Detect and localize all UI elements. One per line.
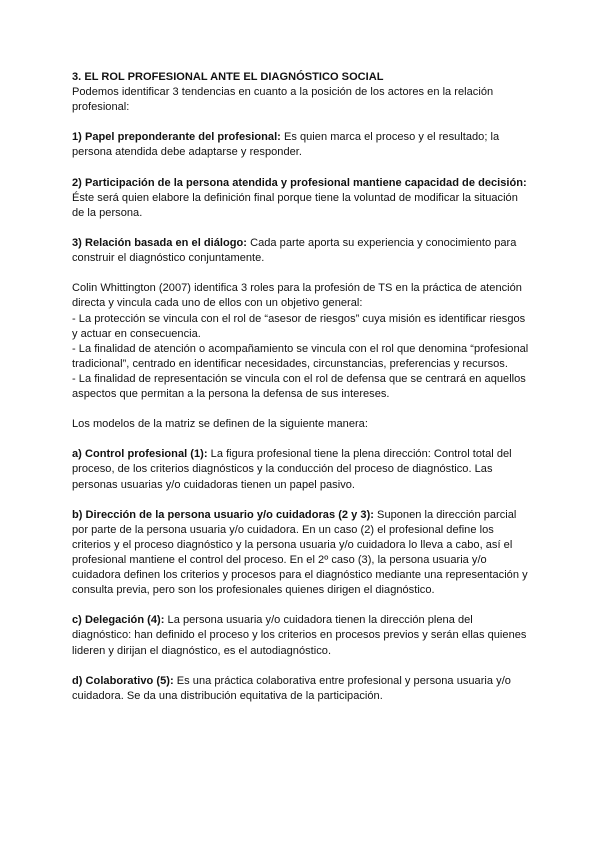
- model-text: La figura profesional tiene la plena dirección: Control total del proceso, de los criterios diagnósticos y la conducción del proceso de diagnóstico. Las personas usuarias y/o cuidadoras tienen un papel pasivo.: [72, 448, 512, 491]
- tendency-label: 3) Relación basada en el diálogo:: [72, 237, 247, 250]
- whittington-intro: Colin Whittington (2007) identifica 3 roles para la profesión de TS en la práctica de atención directa y vincula cada uno de ellos con un objetivo general:: [72, 282, 522, 310]
- intro-paragraph: Podemos identificar 3 tendencias en cuanto a la posición de los actores en la relación profesional:: [72, 86, 494, 114]
- model-item: [72, 508, 530, 599]
- model-text: Suponen la dirección parcial por parte de la persona usuaria y/o cuidadora. En un caso (2) el profesional define los criterios y el proceso diagnóstico y la persona usuaria y/o cuidadora lo lleva a cabo, así el profesional mantiene el control del proceso. En el 2º caso (3), la persona usuaria y/o cuidadora definen los criterios y procesos para el diagnóstico mediante una representación y consulta previa, pero son los profesionales quienes dirigen el diagnóstico.: [72, 508, 528, 597]
- model-text: La persona usuaria y/o cuidadora tienen la dirección plena del diagnóstico: han definido el proceso y los criterios en procesos previos y serán ellas quienes lideren y dirijan el diagnóstico, es el autodiagnóstico.: [72, 614, 527, 657]
- tendency-text: Es quien marca el proceso y el resultado; la persona atendida debe adaptarse y responder.: [72, 131, 500, 159]
- model-label: d) Colaborativo (5):: [72, 674, 174, 687]
- model-item: [72, 674, 530, 704]
- tendency-label: 2) Participación de la persona atendida y profesional mantiene capacidad de decisión:: [72, 176, 527, 189]
- tendency-label: 1) Papel preponderante del profesional:: [72, 131, 281, 144]
- model-label: c) Delegación (4):: [72, 614, 165, 627]
- role-item: - La finalidad de representación se vincula con el rol de defensa que se centrará en aquellos aspectos que permitan a la persona la defensa de sus intereses.: [72, 372, 526, 400]
- models-intro: Los modelos de la matriz se definen de la siguiente manera:: [72, 418, 368, 431]
- model-item: [72, 447, 530, 492]
- tendency-text: Cada parte aporta su experiencia y conocimiento para construir el diagnóstico conjuntamente.: [72, 237, 517, 265]
- model-label: a) Control profesional (1):: [72, 448, 208, 461]
- role-item: - La finalidad de atención o acompañamiento se vincula con el rol que denomina “profesional tradicional”, centrado en identificar necesidades, circunstancias, preferencias y recursos.: [72, 342, 529, 370]
- model-item: [72, 613, 530, 658]
- section-title: 3. EL ROL PROFESIONAL ANTE EL DIAGNÓSTICO SOCIAL: [72, 71, 384, 83]
- tendency-item: [72, 130, 530, 160]
- tendency-text: Éste será quien elabore la definición final porque tiene la voluntad de modificar la situación de la persona.: [72, 191, 518, 219]
- tendency-item: [72, 176, 530, 221]
- model-text: Es una práctica colaborativa entre profesional y persona usuaria y/o cuidadora. Se da una distribución equitativa de la participación.: [72, 674, 511, 702]
- tendency-item: [72, 236, 530, 266]
- role-item: - La protección se vincula con el rol de “asesor de riesgos” cuya misión es identificar riesgos y actuar en consecuencia.: [72, 312, 526, 340]
- model-label: b) Dirección de la persona usuario y/o cuidadoras (2 y 3):: [72, 508, 374, 521]
